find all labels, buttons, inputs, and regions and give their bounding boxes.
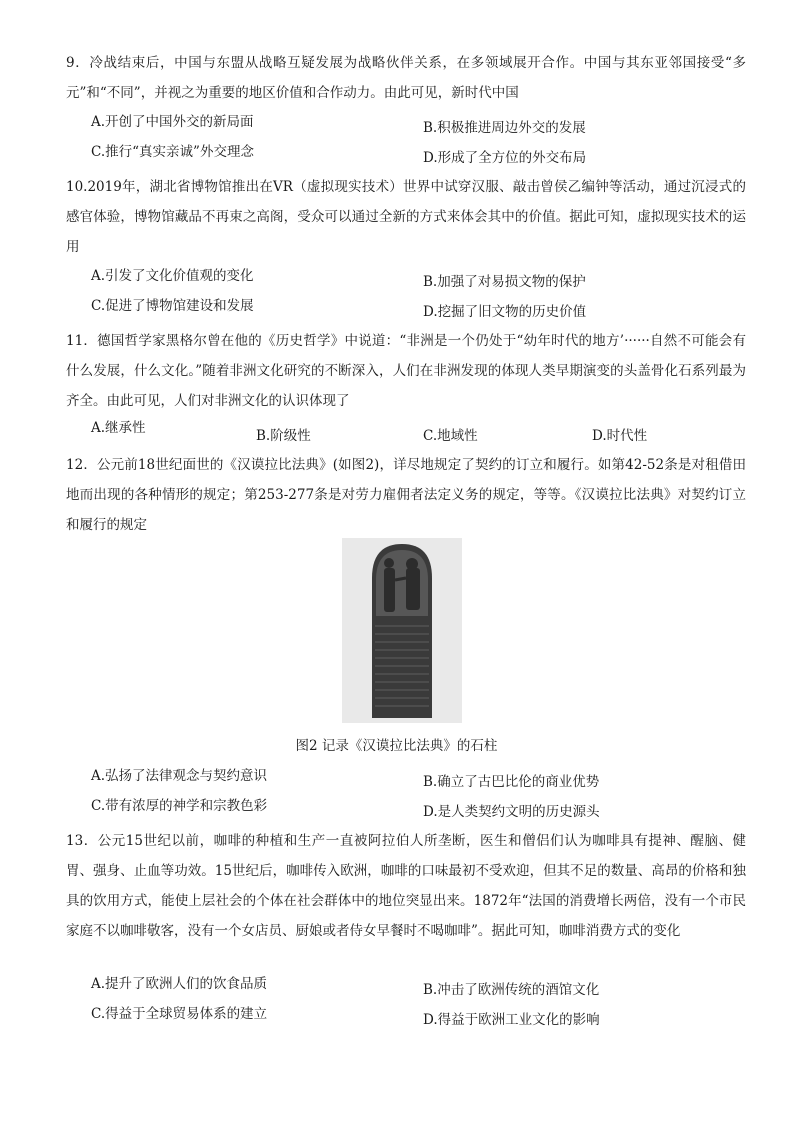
question-12-stem: 12．公元前18世纪面世的《汉谟拉比法典》(如图2)，详尽地规定了契约的订立和履行。如第42-52条是对租借田地而出现的各种情形的规定；第253-277条是对劳力雇佣者法定义务的规定，等等。《汉谟拉比法典》对契约订立和履行的规定: [66, 457, 746, 533]
question-9-option-c: C.推行“真实亲诚”外交理念: [91, 144, 254, 160]
question-9-option-a: A.开创了中国外交的新局面: [91, 114, 254, 130]
question-11-option-a: A.继承性: [91, 420, 146, 436]
question-11-option-b: B.阶级性: [256, 428, 311, 444]
question-13-option-a: A.提升了欧洲人们的饮食品质: [91, 976, 268, 992]
question-13-option-d: D.得益于欧洲工业文化的影响: [423, 1012, 600, 1028]
stele-icon: [342, 538, 462, 723]
question-11-option-d: D.时代性: [592, 428, 648, 444]
figure-caption: 图2 记录《汉谟拉比法典》的石柱: [295, 738, 498, 754]
question-13-option-b: B.冲击了欧洲传统的酒馆文化: [423, 982, 600, 998]
question-9-stem: 9．冷战结束后，中国与东盟从战略互疑发展为战略伙伴关系，在多领域展开合作。中国与其东亚邻国接受“多元”和“不同”，并视之为重要的地区价值和合作动力。由此可见，新时代中国: [66, 55, 746, 101]
question-12-option-c: C.带有浓厚的神学和宗教色彩: [91, 798, 268, 814]
question-13-stem: 13．公元15世纪以前，咖啡的种植和生产一直被阿拉伯人所垄断，医生和僧侣们认为咖啡具有提神、醒脑、健胃、强身、止血等功效。15世纪后，咖啡传入欧洲，咖啡的口味最初不受欢迎，但其不足的数量、高昂的价格和独具的饮用方式，能使上层社会的个体在社会群体中的地位突显出来。1872年“法国的消费增长两倍，没有一个市民家庭不以咖啡敬客，没有一个女店员、厨娘或者侍女早餐时不喝咖啡”。据此可知，咖啡消费方式的变化: [66, 833, 746, 939]
question-12-option-d: D.是人类契约文明的历史源头: [423, 804, 600, 820]
question-10-stem: 10.2019年，湖北省博物馆推出在VR（虚拟现实技术）世界中试穿汉服、敲击曾侯乙编钟等活动，通过沉浸式的感官体验，博物馆藏品不再束之高阁，受众可以通过全新的方式来体会其中的价值。据此可知，虚拟现实技术的运用: [66, 179, 746, 255]
question-10-option-c: C.促进了博物馆建设和发展: [91, 298, 254, 314]
question-9-option-d: D.形成了全方位的外交布局: [423, 150, 587, 166]
question-10-option-b: B.加强了对易损文物的保护: [423, 274, 586, 290]
question-11-option-c: C.地域性: [423, 428, 478, 444]
question-12-option-a: A.弘扬了法律观念与契约意识: [91, 768, 268, 784]
question-12-option-b: B.确立了古巴比伦的商业优势: [423, 774, 600, 790]
question-13-option-c: C.得益于全球贸易体系的建立: [91, 1006, 268, 1022]
question-9-option-b: B.积极推进周边外交的发展: [423, 120, 586, 136]
question-11-stem: 11．德国哲学家黑格尔曾在他的《历史哲学》中说道：“非洲是一个仍处于“幼年时代的地方’······自然不可能会有什么发展，什么文化。”随着非洲文化研究的不断深入，人们在非洲发现的体现人类早期演变的头盖骨化石系列最为齐全。由此可见，人们对非洲文化的认识体现了: [66, 333, 746, 409]
hammurabi-stele-figure: [342, 538, 462, 723]
question-10-option-d: D.挖掘了旧文物的历史价值: [423, 304, 587, 320]
question-10-option-a: A.引发了文化价值观的变化: [91, 268, 254, 284]
